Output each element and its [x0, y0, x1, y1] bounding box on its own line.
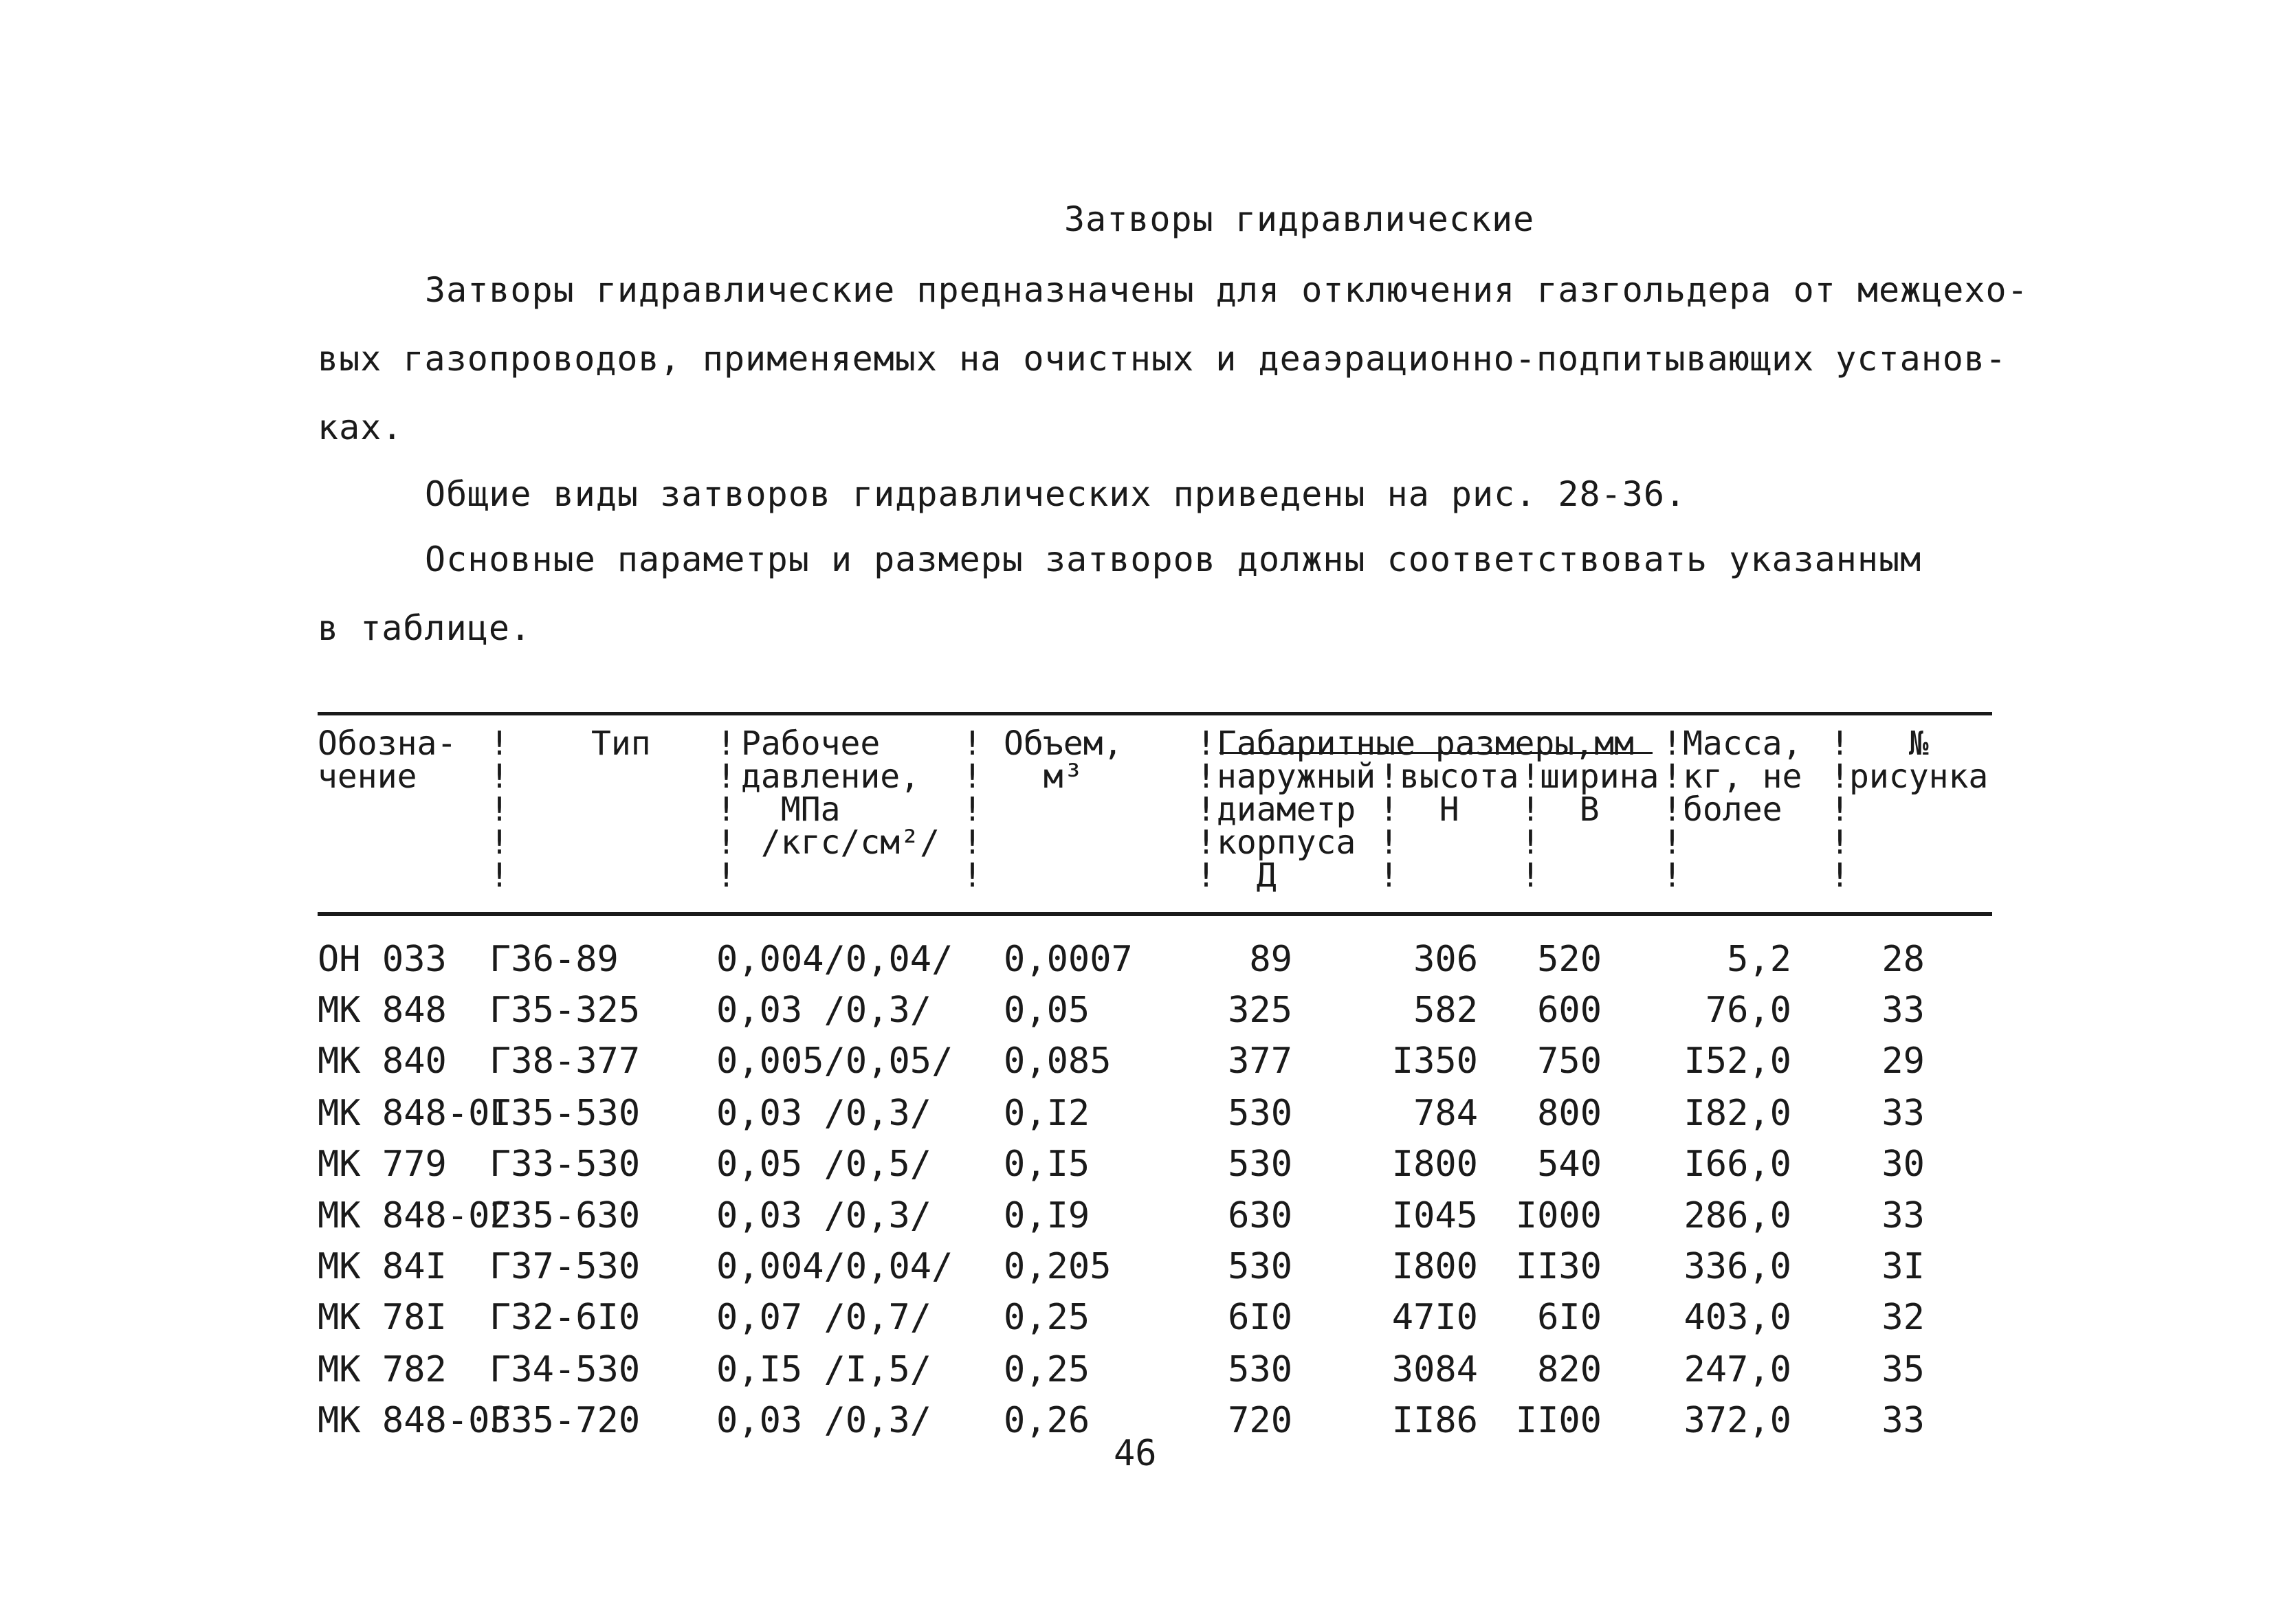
cell-mass: I52,0 [1684, 1041, 1791, 1082]
cell-pressure: 0,004/0,04/ [716, 1246, 953, 1287]
cell-designation: МК 78I [318, 1297, 447, 1338]
cell-mass: I82,0 [1684, 1093, 1791, 1134]
cell-height: 582 [1413, 990, 1478, 1031]
paragraph-line: Общие виды затворов гидравлических приведены на рис. 28-36. [425, 474, 1687, 514]
cell-mass: 247,0 [1684, 1349, 1791, 1390]
cell-diameter: 530 [1228, 1144, 1292, 1185]
cell-diameter: 530 [1228, 1093, 1292, 1134]
cell-figure: 33 [1881, 1093, 1925, 1134]
header-width: ширина В [1540, 757, 1659, 829]
cell-diameter: 6I0 [1228, 1297, 1292, 1338]
cell-pressure: 0,05 /0,5/ [716, 1144, 932, 1185]
cell-mass: 76,0 [1705, 990, 1791, 1031]
cell-volume: 0,0007 [1004, 939, 1133, 980]
cell-volume: 0,I5 [1004, 1144, 1090, 1185]
table-header-rule [318, 912, 1992, 916]
cell-width: 820 [1537, 1349, 1602, 1390]
paragraph-line: ках. [318, 408, 404, 447]
cell-type: Г36-89 [489, 939, 619, 980]
header-designation: Обозна- чение [318, 724, 457, 796]
cell-mass: I66,0 [1684, 1144, 1791, 1185]
cell-volume: 0,26 [1004, 1400, 1090, 1441]
cell-height: I045 [1391, 1195, 1478, 1236]
cell-pressure: 0,03 /0,3/ [716, 1400, 932, 1441]
cell-pressure: 0,03 /0,3/ [716, 1093, 932, 1134]
cell-type: Г35-530 [489, 1093, 641, 1134]
cell-figure: 3I [1881, 1246, 1925, 1287]
column-separator: ! ! ! ! ! [1662, 724, 1682, 895]
header-type: Тип [591, 724, 651, 763]
header-pressure: Рабочее давление, МПа /кгс/см²/ [741, 724, 940, 862]
cell-designation: МК 848-03 [318, 1400, 511, 1441]
cell-diameter: 325 [1228, 990, 1292, 1031]
cell-diameter: 720 [1228, 1400, 1292, 1441]
cell-type: Г35-325 [489, 990, 641, 1031]
column-separator: ! ! ! ! ! [1830, 724, 1850, 895]
cell-figure: 35 [1881, 1349, 1925, 1390]
cell-volume: 0,25 [1004, 1297, 1090, 1338]
cell-mass: 286,0 [1684, 1195, 1791, 1236]
header-mass: Масса, кг, не более [1683, 724, 1802, 829]
cell-pressure: 0,03 /0,3/ [716, 1195, 932, 1236]
cell-volume: 0,I2 [1004, 1093, 1090, 1134]
paragraph-line: вых газопроводов, применяемых на очистных и деаэрационно-подпитывающих установ- [318, 339, 2007, 379]
cell-designation: МК 848-0I [318, 1093, 511, 1134]
cell-pressure: 0,03 /0,3/ [716, 990, 932, 1031]
paragraph-line: Затворы гидравлические предназначены для отключения газгольдера от межцехо- [425, 270, 2029, 310]
column-separator: ! ! ! ! ! [962, 724, 982, 895]
cell-type: Г38-377 [489, 1041, 641, 1082]
column-separator: ! ! ! ! ! [1196, 724, 1216, 895]
cell-mass: 403,0 [1684, 1297, 1791, 1338]
cell-width: II30 [1515, 1246, 1602, 1287]
cell-volume: 0,085 [1004, 1041, 1112, 1082]
cell-volume: 0,205 [1004, 1246, 1112, 1287]
cell-type: Г35-720 [489, 1400, 641, 1441]
cell-pressure: 0,004/0,04/ [716, 939, 953, 980]
cell-width: 6I0 [1537, 1297, 1602, 1338]
column-separator: ! ! ! ! ! [716, 724, 736, 895]
cell-designation: МК 848-02 [318, 1195, 511, 1236]
cell-figure: 29 [1881, 1041, 1925, 1082]
cell-designation: ОН 033 [318, 939, 447, 980]
cell-type: Г33-530 [489, 1144, 641, 1185]
cell-width: II00 [1515, 1400, 1602, 1441]
cell-width: 750 [1537, 1041, 1602, 1082]
paragraph-line: в таблице. [318, 608, 532, 648]
cell-pressure: 0,005/0,05/ [716, 1041, 953, 1082]
cell-type: Г37-530 [489, 1246, 641, 1287]
column-separator: ! ! ! ! [1379, 757, 1399, 895]
cell-height: II86 [1391, 1400, 1478, 1441]
header-dimensions-group: Габаритные размеры,мм [1217, 724, 1634, 763]
cell-diameter: 377 [1228, 1041, 1292, 1082]
header-volume: Объем, м³ [1004, 724, 1123, 796]
cell-mass: 372,0 [1684, 1400, 1791, 1441]
cell-volume: 0,I9 [1004, 1195, 1090, 1236]
table-top-rule [318, 712, 1992, 715]
cell-diameter: 630 [1228, 1195, 1292, 1236]
cell-height: 784 [1413, 1093, 1478, 1134]
cell-type: Г35-630 [489, 1195, 641, 1236]
cell-designation: МК 84I [318, 1246, 447, 1287]
cell-type: Г34-530 [489, 1349, 641, 1390]
cell-type: Г32-6I0 [489, 1297, 641, 1338]
cell-width: I000 [1515, 1195, 1602, 1236]
cell-width: 800 [1537, 1093, 1602, 1134]
cell-figure: 32 [1881, 1297, 1925, 1338]
cell-height: I800 [1391, 1246, 1478, 1287]
cell-height: 306 [1413, 939, 1478, 980]
cell-figure: 30 [1881, 1144, 1925, 1185]
cell-figure: 28 [1881, 939, 1925, 980]
cell-designation: МК 779 [318, 1144, 447, 1185]
cell-diameter: 530 [1228, 1246, 1292, 1287]
cell-designation: МК 840 [318, 1041, 447, 1082]
cell-figure: 33 [1881, 1195, 1925, 1236]
column-separator: ! ! ! ! ! [489, 724, 509, 895]
cell-height: I800 [1391, 1144, 1478, 1185]
cell-figure: 33 [1881, 990, 1925, 1031]
cell-pressure: 0,I5 /I,5/ [716, 1349, 932, 1390]
column-separator: ! ! ! ! [1521, 757, 1541, 895]
cell-designation: МК 848 [318, 990, 447, 1031]
section-title: Затворы гидравлические [1064, 199, 1535, 239]
cell-height: 3084 [1391, 1349, 1478, 1390]
cell-width: 540 [1537, 1144, 1602, 1185]
header-outer-diameter: наружный диаметр корпуса Д [1217, 757, 1376, 895]
cell-figure: 33 [1881, 1400, 1925, 1441]
cell-diameter: 530 [1228, 1349, 1292, 1390]
cell-width: 600 [1537, 990, 1602, 1031]
page-number: 46 [1114, 1433, 1157, 1474]
cell-diameter: 89 [1249, 939, 1292, 980]
cell-designation: МК 782 [318, 1349, 447, 1390]
cell-volume: 0,25 [1004, 1349, 1090, 1390]
header-height: высота Н [1400, 757, 1519, 829]
cell-height: I350 [1391, 1041, 1478, 1082]
cell-mass: 5,2 [1727, 939, 1791, 980]
cell-height: 47I0 [1391, 1297, 1478, 1338]
header-figure: № рисунка [1849, 724, 1989, 796]
cell-pressure: 0,07 /0,7/ [716, 1297, 932, 1338]
paragraph-line: Основные параметры и размеры затворов должны соответствовать указанным [425, 540, 1922, 579]
cell-mass: 336,0 [1684, 1246, 1791, 1287]
cell-width: 520 [1537, 939, 1602, 980]
cell-volume: 0,05 [1004, 990, 1090, 1031]
